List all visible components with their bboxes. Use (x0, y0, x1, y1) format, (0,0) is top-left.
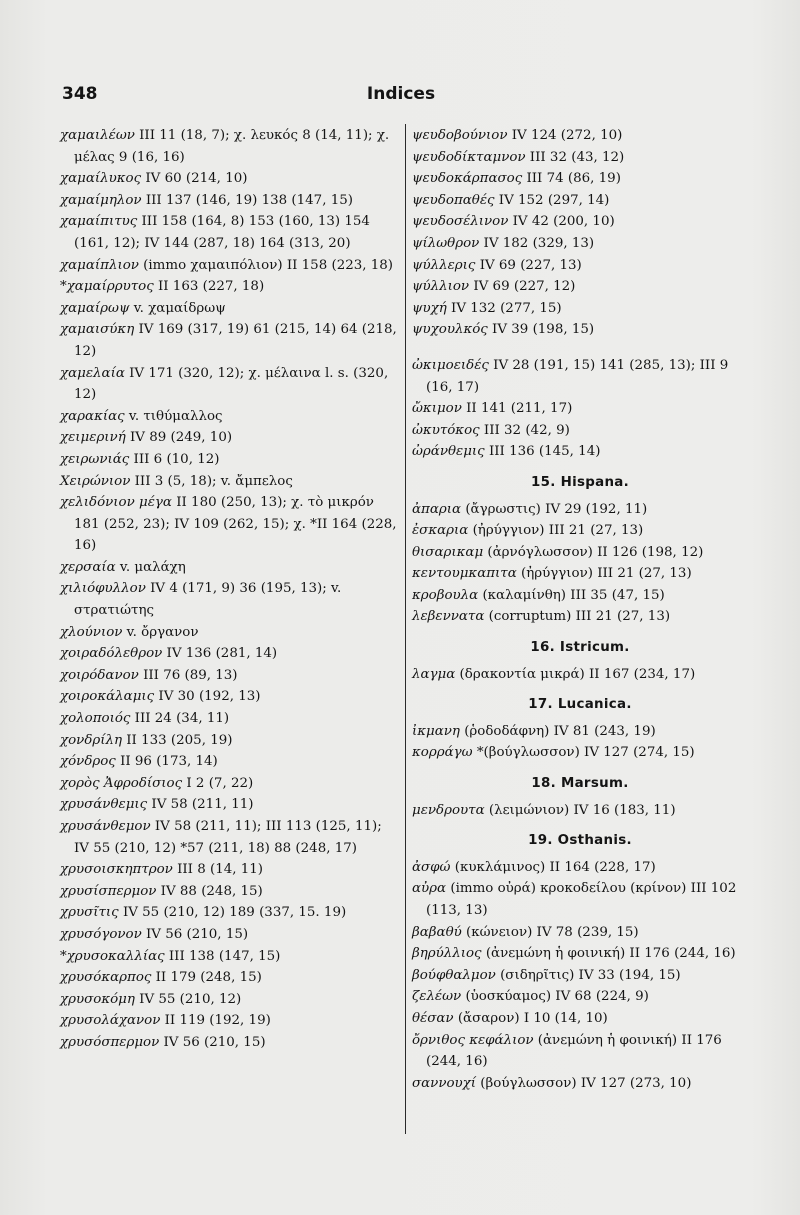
entry-lemma: χρυσίσπερμον (60, 883, 157, 899)
entry-reference: II 179 (248, 15) (151, 970, 262, 986)
index-entry (60, 989, 398, 1011)
index-entry (412, 1030, 748, 1073)
entry-reference: IV 182 (329, 13) (479, 235, 595, 251)
entry-reference: (λειμώνιον) IV 16 (183, 11) (484, 802, 676, 818)
entry-reference: (καλαμίνθη) III 35 (47, 15) (478, 587, 665, 603)
entry-lemma: χερσαία (60, 559, 116, 575)
entry-lemma: χρυσῖτις (60, 905, 119, 921)
index-entry (60, 773, 398, 795)
entry-reference: III 32 (43, 12) (525, 149, 625, 165)
index-entry (412, 276, 748, 298)
entry-lemma: χαμαίρωψ (60, 300, 130, 316)
entry-reference: v. ὄργανον (122, 624, 199, 640)
entry-reference: v. χαμαίδρωψ (129, 300, 226, 316)
entry-lemma: ὄρνιθος κεφάλιον (412, 1032, 534, 1048)
entry-reference: IV 55 (210, 12) (134, 991, 242, 1007)
entry-reference: IV 30 (192, 13) (154, 689, 261, 705)
entry-lemma: χαμαίπιτυς (60, 214, 138, 230)
entry-reference: IV 39 (198, 15) (487, 322, 595, 338)
entry-reference: III 11 (18, 7); χ. λευκός 8 (14, 11); χ. μέλας 9 (16, 16) (74, 128, 390, 165)
index-entry (60, 276, 398, 298)
entry-lemma: χειρωνιάς (60, 451, 130, 467)
entry-reference: IV 56 (210, 15) (141, 926, 249, 942)
index-entry (60, 730, 398, 752)
index-entry (412, 420, 748, 442)
entry-reference: IV 28 (191, 15) 141 (285, 13); III 9 (16, 17) (426, 357, 729, 395)
entry-reference: IV 4 (171, 9) 36 (195, 13); v. στρατιώτης (74, 581, 342, 619)
index-entry (60, 211, 398, 254)
entry-reference: IV 132 (277, 15) (446, 300, 562, 316)
index-entry (412, 986, 748, 1008)
index-entry (412, 319, 748, 341)
entry-lemma: ψίλωθρον (412, 235, 480, 251)
entry-lemma: χαμελαία (60, 365, 125, 381)
entry-reference: III 76 (89, 13) (138, 667, 238, 683)
index-entry (60, 622, 398, 644)
entry-reference: (ῥοδοδάφνη) IV 81 (243, 19) (459, 723, 656, 739)
entry-lemma: Χειρώνιον (60, 473, 131, 489)
entry-reference: (κώνειον) IV 78 (239, 15) (461, 924, 639, 940)
index-entry (412, 721, 748, 743)
entry-lemma: ψύλλερις (412, 257, 476, 273)
entry-reference: (σιδηρῖτις) IV 33 (194, 15) (495, 967, 681, 983)
entry-reference: (δρακοντία μικρά) II 167 (234, 17) (455, 666, 696, 682)
index-entry (60, 492, 398, 557)
entry-lemma: θισαρικαμ (412, 544, 484, 560)
entry-lemma: ὠκυτόκος (412, 422, 480, 438)
entry-reference: (immo χαμαιπόλιον) II 158 (223, 18) (138, 257, 394, 273)
entry-reference: II 133 (205, 19) (122, 732, 233, 748)
entry-lemma: χοιροκάλαμις (60, 689, 155, 705)
entry-reference: III 8 (14, 11) (172, 862, 264, 878)
index-entry (412, 943, 748, 965)
entry-lemma: κορράγω (412, 745, 473, 761)
index-entry (412, 965, 748, 987)
entry-reference: IV 58 (211, 11); III 113 (125, 11); IV 55 (210, 12) *57 (211, 18) 88 (248, 17) (74, 819, 382, 856)
entry-lemma: χρυσοκόμη (60, 991, 135, 1007)
entry-lemma: χρυσόσπερμον (60, 1034, 160, 1050)
index-entry (412, 168, 748, 190)
index-entry (60, 751, 398, 773)
entry-reference: III 32 (42, 9) (479, 422, 570, 438)
entry-reference: II 141 (211, 17) (461, 401, 573, 417)
entry-lemma: χρυσάνθεμον (60, 819, 151, 834)
entry-reference: (ἠρύγγιον) III 21 (27, 13) (468, 523, 644, 539)
entry-reference: (ἠρύγγιον) III 21 (27, 13) (516, 566, 692, 582)
entry-lemma: χιλιόφυλλον (60, 581, 146, 597)
entry-lemma: χολοποιός (60, 711, 131, 727)
entry-reference: III 136 (145, 14) (484, 444, 601, 460)
entry-reference: III 74 (86, 19) (522, 171, 621, 187)
index-entry (60, 708, 398, 730)
index-entry (412, 742, 748, 764)
index-entry (60, 859, 398, 881)
index-entry (412, 211, 748, 233)
entry-reference: IV 88 (248, 15) (156, 883, 263, 899)
index-entry (412, 190, 748, 212)
entry-lemma: χορὸς Ἀφροδίσιος (60, 775, 183, 791)
index-entry (412, 1008, 748, 1030)
entry-lemma: χονδρίλη (60, 732, 123, 748)
page-number: 348 (62, 84, 98, 104)
index-entry (412, 664, 748, 686)
index-entry (412, 233, 748, 255)
index-entry (60, 902, 398, 924)
entry-reference: IV 152 (297, 14) (494, 192, 610, 208)
entry-lemma: χελιδόνιον μέγα (60, 495, 172, 511)
index-entry (60, 1032, 398, 1054)
index-entry (60, 946, 398, 968)
entry-lemma: χοιρόδανον (60, 667, 139, 683)
index-entry (60, 578, 398, 621)
entry-lemma: χρυσοισκηπτρον (60, 862, 173, 878)
index-entry (60, 471, 398, 493)
entry-lemma: ψευδοκάρπασος (412, 171, 523, 187)
entry-lemma: ψυχή (412, 300, 447, 316)
entry-lemma: ἰκμανη (412, 723, 460, 739)
entry-reference: (ἄσαρον) I 10 (14, 10) (453, 1010, 608, 1026)
running-head (62, 84, 740, 108)
entry-lemma: χοιραδόλεθρον (60, 646, 163, 662)
entry-lemma: χρυσολάχανον (60, 1013, 161, 1029)
entry-reference: (κυκλάμινος) II 164 (228, 17) (450, 859, 656, 875)
entry-lemma: ψευδοβούνιον (412, 128, 508, 143)
index-entry (60, 125, 398, 168)
section-heading: 16. Istricum. (530, 640, 630, 656)
index-entry (60, 643, 398, 665)
entry-lemma: ἀσφώ (412, 859, 451, 875)
entry-lemma: μενδρουτα (412, 802, 485, 818)
entry-lemma: κεντουμκαπιτα (412, 566, 517, 582)
index-entry (412, 499, 748, 521)
index-entry (412, 878, 748, 921)
index-entry (412, 542, 748, 564)
index-entry (60, 255, 398, 277)
entry-reference: IV 60 (214, 10) (141, 171, 248, 187)
index-entry (60, 816, 398, 859)
entry-reference: III 137 (146, 19) 138 (147, 15) (141, 192, 353, 208)
entry-lemma: βούφθαλμον (412, 967, 496, 983)
column-divider (405, 124, 406, 1134)
entry-reference: III 158 (164, 8) 153 (160, 13) 154 (161, 12); IV 144 (287, 18) 164 (313, 20) (74, 214, 370, 251)
index-entry (60, 298, 398, 320)
entry-lemma: ἐσκαρια (412, 523, 469, 539)
index-entry (412, 520, 748, 542)
entry-lemma: ψευδοπαθές (412, 192, 495, 208)
entry-lemma: ψευδοδίκταμνον (412, 149, 526, 165)
entry-lemma: ὠράνθεμις (412, 444, 485, 460)
entry-lemma: ψευδοσέλινον (412, 214, 509, 230)
index-entry (60, 449, 398, 471)
entry-reference: IV 89 (249, 10) (125, 430, 233, 446)
entry-reference: (ἀνεμώνη ἡ φοινική) II 176 (244, 16) (426, 1032, 722, 1070)
entry-reference: II 163 (227, 18) (153, 279, 265, 295)
index-entry (60, 794, 398, 816)
entry-lemma: λαγμα (412, 666, 456, 682)
entry-lemma: ψύλλιον (412, 279, 470, 295)
entry-reference: IV 171 (320, 12); χ. μέλαινα l. s. (320, 12) (74, 365, 389, 403)
entry-lemma: χαμαίπλιον (60, 257, 139, 273)
section-heading: 19. Osthanis. (528, 833, 632, 849)
entry-lemma: ἀπαρια (412, 501, 462, 517)
index-entry (60, 190, 398, 212)
entry-reference: IV 124 (272, 10) (507, 128, 623, 143)
index-entry (412, 298, 748, 320)
index-entry (60, 924, 398, 946)
index-entry (412, 125, 748, 147)
index-entry (412, 606, 748, 628)
entry-reference: (corruptum) III 21 (27, 13) (484, 609, 671, 625)
entry-lemma: χαρακίας (60, 408, 125, 424)
entry-reference: III 3 (5, 18); v. ἄμπελος (130, 473, 293, 489)
entry-reference: (βούγλωσσον) IV 127 (273, 10) (476, 1075, 692, 1091)
entry-lemma: χαμαίλυκος (60, 171, 142, 187)
index-entry (60, 1010, 398, 1032)
entry-lemma: κροβουλα (412, 587, 479, 603)
entry-reference: (ἄγρωστις) IV 29 (192, 11) (461, 501, 648, 517)
entry-reference: (ἀνεμώνη ἡ φοινική) II 176 (244, 16) (481, 946, 736, 962)
entry-lemma: ζελέων (412, 989, 462, 1005)
entry-lemma: *χαμαίρρυτος (60, 279, 154, 295)
entry-reference: IV 69 (227, 12) (469, 279, 576, 295)
entry-reference: *(βούγλωσσον) IV 127 (274, 15) (472, 745, 695, 761)
entry-lemma: βαβαθύ (412, 924, 462, 940)
right-column (412, 125, 748, 1094)
section-heading: 15. Hispana. (530, 474, 630, 490)
entry-lemma: ψυχουλκός (412, 322, 488, 338)
entry-lemma: χαμαίμηλον (60, 192, 142, 208)
entry-lemma: χαμαιλέων (60, 128, 135, 143)
entry-lemma: χαμαισύκη (60, 322, 135, 338)
entry-reference: (ἀρνόγλωσσον) II 126 (198, 12) (483, 544, 704, 560)
group-spacer (412, 341, 748, 355)
section-heading: 18. Marsum. (531, 776, 629, 792)
entry-reference: (immo οὐρά) κροκοδείλου (κρίνον) III 102 (113, 13) (426, 881, 737, 918)
index-entry (60, 319, 398, 362)
entry-reference: IV 55 (210, 12) 189 (337, 15. 19) (118, 905, 347, 921)
entry-reference: IV 69 (227, 13) (475, 257, 582, 273)
entry-reference: II 119 (192, 19) (160, 1013, 271, 1029)
entry-lemma: θέσαν (412, 1010, 454, 1026)
index-entry (412, 1073, 748, 1095)
index-entry (60, 557, 398, 579)
entry-lemma: χόνδρος (60, 754, 116, 770)
index-entry (412, 563, 748, 585)
entry-lemma: ὠκιμοειδές (412, 357, 489, 373)
entry-lemma: χλούνιον (60, 624, 123, 640)
index-entry (412, 355, 748, 398)
entry-lemma: χρυσάνθεμις (60, 797, 148, 813)
index-entry (60, 427, 398, 449)
entry-reference: IV 169 (317, 19) 61 (215, 14) 64 (218, 12) (74, 322, 397, 359)
page-heading: Indices (366, 84, 436, 104)
entry-reference: III 138 (147, 15) (164, 948, 281, 964)
index-entry (412, 857, 748, 879)
index-entry (412, 800, 748, 822)
index-entry (60, 363, 398, 406)
left-column (60, 125, 398, 1054)
section-heading: 17. Lucanica. (528, 697, 632, 713)
index-entry (412, 585, 748, 607)
index-entry (412, 255, 748, 277)
index-entry (412, 922, 748, 944)
entry-reference: IV 42 (200, 10) (508, 214, 615, 230)
entry-reference: IV 56 (210, 15) (159, 1034, 266, 1050)
entry-lemma: *χρυσοκαλλίας (60, 948, 165, 964)
index-entry (412, 441, 748, 463)
entry-reference: III 24 (34, 11) (130, 711, 230, 727)
entry-lemma: λεβεννατα (412, 609, 485, 625)
entry-reference: v. τιθύμαλλος (124, 408, 223, 424)
entry-lemma: χρυσόγονον (60, 926, 142, 942)
index-entry (60, 686, 398, 708)
entry-reference: II 180 (250, 13); χ. τὸ μικρόν 181 (252, 23); IV 109 (262, 15); χ. *II 164 (228, 16) (74, 495, 397, 554)
index-entry (60, 881, 398, 903)
entry-lemma: σαννουχί (412, 1075, 477, 1091)
index-entry (412, 398, 748, 420)
entry-lemma: βηρύλλιος (412, 946, 482, 962)
index-entry (60, 168, 398, 190)
entry-lemma: αὐρα (412, 881, 447, 897)
index-entry (412, 147, 748, 169)
index-entry (60, 406, 398, 428)
entry-reference: (ὑοσκύαμος) IV 68 (224, 9) (461, 989, 649, 1005)
entry-reference: IV 58 (211, 11) (147, 797, 254, 813)
entry-lemma: χειμερινή (60, 430, 126, 446)
entry-reference: III 6 (10, 12) (129, 451, 220, 467)
entry-reference: I 2 (7, 22) (182, 775, 254, 791)
index-entry (60, 967, 398, 989)
entry-lemma: χρυσόκαρπος (60, 970, 152, 986)
entry-lemma: ὤκιμον (412, 401, 462, 417)
entry-reference: v. μαλάχη (115, 559, 186, 575)
entry-reference: IV 136 (281, 14) (162, 646, 278, 662)
entry-reference: II 96 (173, 14) (115, 754, 218, 770)
index-entry (60, 665, 398, 687)
